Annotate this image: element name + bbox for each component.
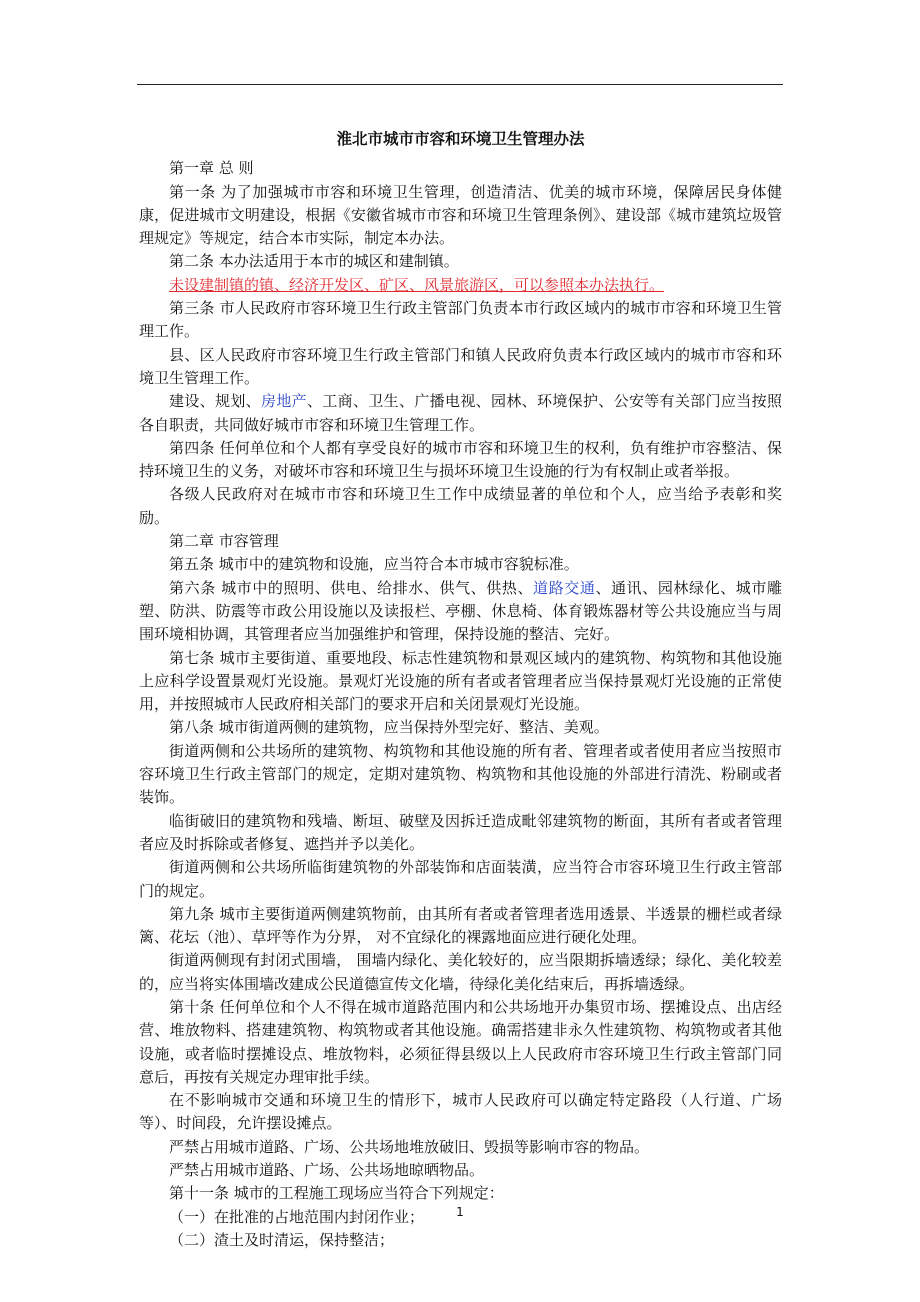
text-segment: 第五条 城市中的建筑物和设施，应当符合本市城市容貌标准。 (169, 555, 579, 574)
text-segment: （二）渣土及时清运，保持整洁； (169, 1230, 395, 1249)
text-segment: 街道两侧现有封闭式围墙， 围墙内绿化、美化较好的，应当限期拆墙透绿；绿化、美化较差的，应当将实体围墙改建成公民道德宣传文化墙，待绿化美化结束后，再拆墙透绿。 (139, 951, 782, 993)
paragraph (139, 274, 782, 297)
text-segment: 第九条 城市主要街道两侧建筑物前，由其所有者或者管理者选用透景、半透景的栅栏或者绿篱、花坛（池）、草坪等作为分界， 对不宜绿化的裸露地面应进行硬化处理。 (139, 904, 782, 947)
text-segment: （一）在批准的占地范围内封闭作业； (169, 1207, 425, 1226)
inline-link[interactable]: 房地产 (261, 392, 307, 411)
page-number: 1 (456, 1205, 464, 1219)
text-segment: 严禁占用城市道路、广场、公共场地晾晒物品。 (169, 1161, 485, 1180)
paragraph (139, 903, 782, 950)
text-segment: 第四条 任何单位和个人都有享受良好的城市市容和环境卫生的权利，负有维护市容整洁、保持环境卫生的义务，对破坏市容和环境卫生与损坏环境卫生设施的行为有权制止或者举报。 (139, 438, 782, 481)
text-segment: 建设、规划、 (169, 392, 261, 411)
text-segment: 第十一条 城市的工程施工现场应当符合下列规定： (169, 1184, 504, 1203)
text-segment: 第七条 城市主要街道、重要地段、标志性建筑物和景观区域内的建筑物、构筑物和其他设施上应科学设置景观灯光设施。景观灯光设施的所有者或者管理者应当保持景观灯光设施的正常使用，并按照城市人民政府相关部门的要求开启和关闭景观灯光设施。 (139, 648, 782, 714)
paragraph (139, 1089, 782, 1136)
paragraph (139, 577, 782, 647)
text-segment: 各级人民政府对在城市市容和环境卫生工作中成绩显著的单位和个人，应当给予表彰和奖励。 (139, 485, 782, 527)
paragraph (139, 181, 782, 251)
paragraph (139, 553, 782, 576)
paragraph (139, 250, 782, 273)
paragraph (139, 1182, 782, 1205)
paragraph (139, 157, 782, 180)
paragraph (139, 297, 782, 344)
text-segment: 第一章 总 则 (169, 159, 254, 178)
paragraph (139, 949, 782, 996)
paragraph (139, 530, 782, 553)
paragraph (139, 437, 782, 484)
text-segment: 第二章 市容管理 (169, 532, 279, 551)
highlighted-text: 未设建制镇的镇、经济开发区、矿区、风景旅游区，可以参照本办法执行。 (169, 275, 665, 294)
text-segment: 第八条 城市街道两侧的建筑物，应当保持外型完好、整洁、美观。 (169, 718, 609, 737)
paragraph-list (139, 157, 782, 1252)
paragraph (139, 390, 782, 437)
paragraph (139, 856, 782, 903)
paragraph (139, 1136, 782, 1159)
text-segment: 在不影响城市交通和环境卫生的情形下，城市人民政府可以确定特定路段（人行道、广场等）、时间段，允许摆设摊点。 (139, 1091, 782, 1133)
text-segment: 临街破旧的建筑物和残墙、断垣、破壁及因拆迁造成毗邻建筑物的断面，其所有者或者管理者应及时拆除或者修复、遮挡并予以美化。 (139, 811, 782, 853)
paragraph (139, 344, 782, 391)
text-segment: 街道两侧和公共场所临街建筑物的外部装饰和店面装潢，应当符合市容环境卫生行政主管部门的规定。 (139, 858, 782, 900)
paragraph (139, 483, 782, 530)
text-segment: 第十条 任何单位和个人不得在城市道路范围内和公共场地开办集贸市场、摆摊设点、出店经营、堆放物料、搭建建筑物、构筑物或者其他设施。确需搭建非永久性建筑物、构筑物或者其他设施，或者临时摆摊设点、堆放物料，必须征得县级以上人民政府市容环境卫生行政主管部门同意后，再按有关规定办理审批手续。 (139, 997, 782, 1086)
paragraph (139, 716, 782, 739)
paragraph (139, 810, 782, 857)
paragraph (139, 1159, 782, 1182)
inline-link[interactable]: 道路交通 (533, 578, 596, 597)
text-segment: 县、区人民政府市容环境卫生行政主管部门和镇人民政府负责本行政区域内的城市市容和环境卫生管理工作。 (139, 345, 782, 387)
text-segment: 第一条 为了加强城市市容和环境卫生管理，创造清洁、优美的城市环境，保障居民身体健康，促进城市文明建设，根据《安徽省城市市容和环境卫生管理条例》、建设部《城市建筑垃圾管理规定》等规定，结合本市实际，制定本办法。 (139, 182, 782, 248)
text-segment: 第三条 市人民政府市容环境卫生行政主管部门负责本市行政区域内的城市市容和环境卫生管理工作。 (139, 299, 782, 341)
header-rule (137, 84, 783, 85)
paragraph (139, 740, 782, 810)
text-segment: 严禁占用城市道路、广场、公共场地堆放破旧、毁损等影响市容的物品。 (169, 1137, 650, 1156)
document-body (139, 128, 782, 1252)
text-segment: 、通讯、园林绿化、城市雕塑、防洪、防震等市政公用设施以及读报栏、亭棚、休息椅、体育锻炼器材等公共设施应当与周围环境相协调，其管理者应当加强维护和管理，保持设施的整洁、完好。 (139, 578, 782, 644)
text-segment: 街道两侧和公共场所的建筑物、构筑物和其他设施的所有者、管理者或者使用者应当按照市容环境卫生行政主管部门的规定，定期对建筑物、构筑物和其他设施的外部进行清洗、粉刷或者装饰。 (139, 741, 782, 807)
text-segment: 第六条 城市中的照明、供电、给排水、供气、供热、 (169, 578, 534, 597)
paragraph (139, 996, 782, 1089)
text-segment: 第二条 本办法适用于本市的城区和建制镇。 (169, 252, 459, 271)
document-title: 淮北市城市市容和环境卫生管理办法 (336, 130, 585, 148)
text-segment: 、工商、卫生、广播电视、园林、环境保护、公安等有关部门应当按照各自职责，共同做好城市市容和环境卫生管理工作。 (139, 392, 782, 434)
paragraph (139, 647, 782, 717)
paragraph (139, 1229, 782, 1252)
